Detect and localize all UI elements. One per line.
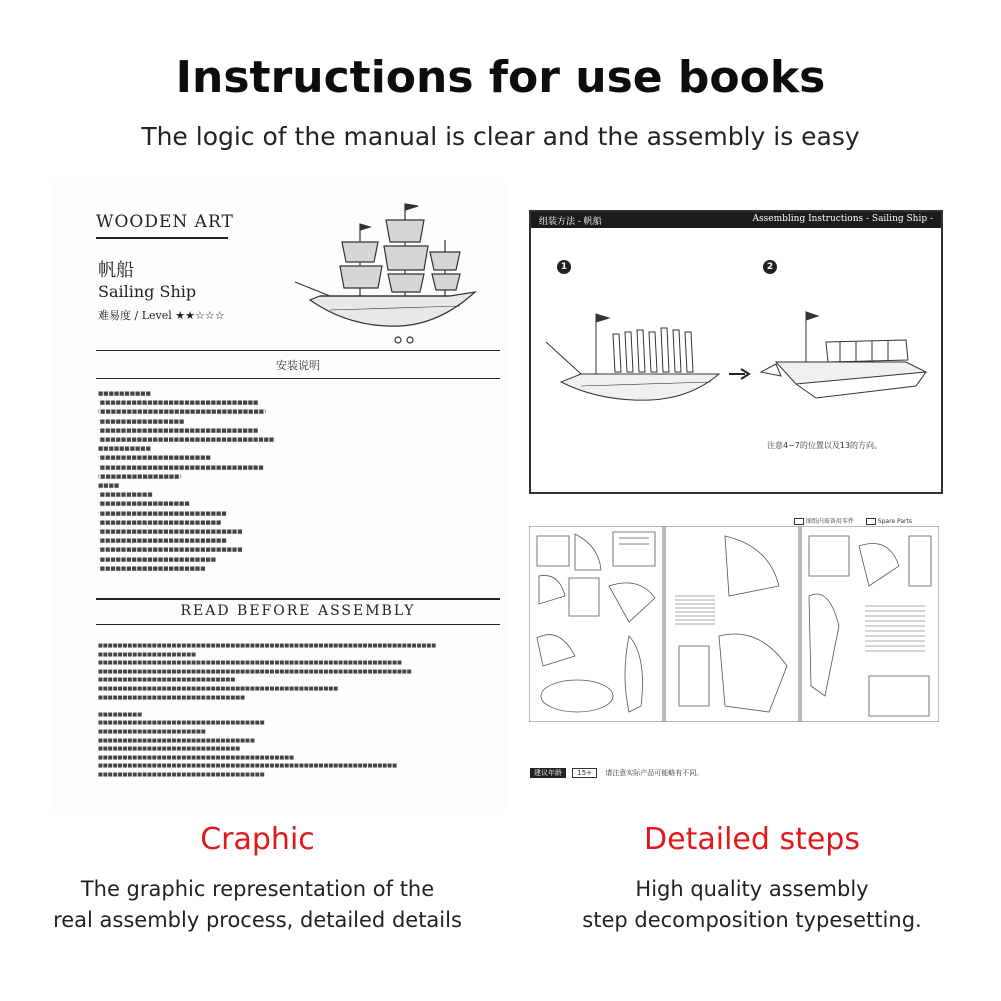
caption-left-line-2: real assembly process, detailed details [53, 908, 462, 932]
age-value: 15+ [572, 768, 597, 778]
difficulty-level: 难易度 / Level ★★☆☆☆ [98, 309, 225, 322]
legend-box-label: 图纸内需备用零件 [805, 518, 854, 525]
sheet-legend [794, 516, 912, 525]
brand-underline [96, 237, 228, 239]
assembly-instructions-panel [529, 210, 943, 494]
step-note: 注意4~7的位置以及13的方向。 [767, 441, 883, 450]
caption-right-line-2: step decomposition typesetting. [582, 908, 922, 932]
age-label: 建议年龄 [530, 768, 566, 778]
caption-right-title: Detailed steps [644, 822, 860, 857]
instructions-text-block-en: ■■■■■■■■■■■■■■■■■■■■■■■■■■■■■■■■■■■■■■■■■■■■■■■■■■■■■■■■■■■■■■■■■■■■■ ■■■■■■■■■■■■■■■■■■■■ ■■■■■■■■■■■■■■■■■■■■■■■■■■■■■■■■■■■■■■■■■■■■■■■■■■■■■■■■■■■■■■ ■■■■■■■■■■■■■■■■■■■■■■■■■■■■■■■■■■■■■■■■■■■■■■■■■■■■■■■■■■■■■■■■ ■■■■■■■■■■■■■■■■■■■■■■■■■■■■ ■■■■■■■■■■■■■■■■■■■■■■■■■■■■■■■■■■■■■■■■■■■■■■■■■ ■■■■■■■■■■■■■■■■■■■■■■■■■■■■■■ ■■■■■■■■■ ■■■■■■■■■■■■■■■■■■■■■■■■■■■■■■■■■■ ■■■■■■■■■■■■■■■■■■■■■■ ■■■■■■■■■■■■■■■■■■■■■■■■■■■■■■■■ ■■■■■■■■■■■■■■■■■■■■■■■■■■■■■ ■■■■■■■■■■■■■■■■■■■■■■■■■■■■■■■■■■■■■■■■ ■■■■■■■■■■■■■■■■■■■■■■■■■■■■■■■■■■■■■■■■■■■■■■■■■■■■■■■■■■■■■ ■■■■■■■■■■■■■■■■■■■■■■■■■■■■■■■■■■ [98, 643, 437, 778]
parts-sheet-diagram [529, 526, 939, 722]
footer-note: 请注意实际产品可能略有不同。 [605, 769, 704, 777]
section-rule-assembly-bottom [96, 624, 500, 625]
instructions-text-block-zh: ■■■■■■■■■■ ·■■■■■■■■■■■■■■■■■■■■■■■■■■■■■■ (■■■■■■■■■■■■■■■■■■■■■■■■■■■■■■■) ·■■■■■■■■■■■■■■■■ ·■■■■■■■■■■■■■■■■■■■■■■■■■■■■■■ ·■■■■■■■■■■■■■■■■■■■■■■■■■■■■■■■■■ ■■■■■■■■■■ ·■■■■■■■■■■■■■■■■■■■■■ ·■■■■■■■■■■■■■■■■■■■■■■■■■■■■■■■ (■■■■■■■■■■■■■■■) ■■■■ ·■■■■■■■■■■ ·■■■■■■■■■■■■■■■■■ ·■■■■■■■■■■■■■■■■■■■■■■■■ ·■■■■■■■■■■■■■■■■■■■■■■■ ·■■■■■■■■■■■■■■■■■■■■■■■■■■■ ·■■■■■■■■■■■■■■■■■■■■■■■■ ·■■■■■■■■■■■■■■■■■■■■■■■■■■■ ·■■■■■■■■■■■■■■■■■■■■■■ ·■■■■■■■■■■■■■■■■■■■■ [98, 391, 275, 572]
ship-title-chinese: 帆船 [98, 260, 134, 281]
section-rule-top [96, 350, 500, 351]
section-title-chinese: 安装说明 [276, 359, 320, 372]
caption-right-line-1: High quality assembly [635, 877, 869, 901]
step-1-diagram [541, 302, 731, 422]
instructions-header-bar [531, 212, 941, 228]
manual-page-right [522, 202, 950, 792]
caption-right-text [522, 874, 982, 936]
ship-title-english: Sailing Ship [98, 282, 197, 301]
manual-page-left [52, 182, 507, 810]
section-rule-bottom [96, 378, 500, 379]
step-number-2: 2 [763, 260, 777, 274]
instructions-header-english: Assembling Instructions - Sailing Ship - [752, 214, 933, 224]
step-number-1: 1 [557, 260, 571, 274]
sailing-ship-icon [290, 200, 490, 350]
section-title-read-before-assembly: READ BEFORE ASSEMBLY [180, 603, 416, 619]
arrow-right-icon [729, 368, 751, 380]
page-title: Instructions for use books [175, 52, 826, 103]
instructions-header-chinese: 组装方法 - 帆船 [539, 217, 602, 227]
age-recommendation [530, 768, 703, 778]
page-subtitle: The logic of the manual is clear and the assembly is easy [141, 122, 860, 151]
caption-left-title: Craphic [200, 822, 315, 857]
legend-spare-label: Spare Parts [877, 518, 912, 525]
section-rule-assembly-top [96, 598, 500, 600]
caption-left-line-1: The graphic representation of the [80, 877, 435, 901]
caption-left-text [30, 874, 485, 936]
brand-label: WOODEN ART [96, 212, 234, 232]
step-2-diagram [756, 302, 936, 422]
